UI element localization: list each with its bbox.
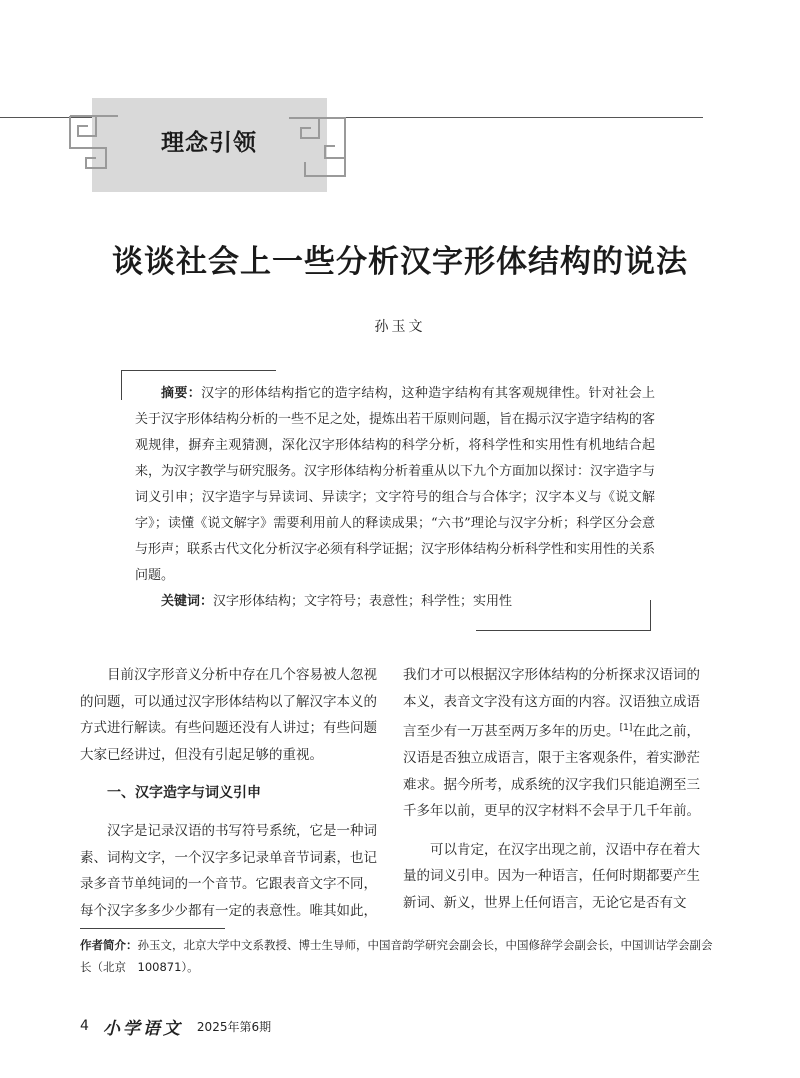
body-text: 在此之前，汉语是否独立成语言，限于主客观条件，着实渺茫难求。据今所考，成系统的汉字我们只能追溯至三千多年以前，更早的汉字材料不会早于几千年前。	[403, 723, 701, 819]
author-footnote	[80, 934, 720, 978]
page-number: 4	[80, 1018, 89, 1034]
abstract-block	[135, 381, 655, 615]
body-text: 我们才可以根据汉字形体结构的分析探求汉语词的本义，表音文字没有这方面的内容。汉语独立成语言至少有一万甚至两万多年的历史。	[403, 667, 700, 740]
body-paragraph: 目前汉字形音义分析中存在几个容易被人忽视的问题，可以通过汉字形体结构以了解汉字本义的方式进行解读。有些问题还没有人讲过；有些问题大家已经讲过，但没有引起足够的重视。	[80, 667, 377, 763]
body-paragraph: 可以肯定，在汉字出现之前，汉语中存在着大量的词义引申。因为一种语言，任何时期都要产生新词、新义，世界上任何语言，无论它是否有文	[403, 841, 700, 911]
magazine-logo: 小学语文	[102, 1018, 183, 1039]
footnote-label: 作者简介：	[80, 938, 138, 952]
abstract-text: 汉字的形体结构指它的造字结构，这种造字结构有其客观规律性。针对社会上关于汉字形体结构分析的一些不足之处，提炼出若干原则问题，旨在揭示汉字造字结构的客观规律，摒弃主观猜测，深化汉字形体结构的科学分析，将科学性和实用性有机地结合起来，为汉字教学与研究服务。汉字形体结构分析着重从以下九个方面加以探讨：汉字造字与词义引申；汉字造字与异读词、异读字；文字符号的组合与合体字；汉字本义与《说文解字》；读懂《说文解字》需要利用前人的释读成果；“六书”理论与汉字分析；科学区分会意与形声；联系古代文化分析汉字必须有科学证据；汉字形体结构分析科学性和实用性的关系问题。	[135, 386, 656, 583]
page-footer	[80, 1015, 271, 1037]
section-title: 理念引领	[161, 130, 257, 156]
citation-ref: [1]	[619, 723, 633, 733]
footnote-rule	[80, 928, 225, 929]
footnote-text: 孙玉文，北京大学中文系教授、博士生导师，中国音韵学研究会副会长，中国修辞学会副会长，中国训诂学会副会长（北京 100871）。	[80, 938, 713, 974]
article-author: 孙玉文	[374, 319, 426, 335]
section-heading: 一、汉字造字与词义引申	[107, 785, 261, 801]
header-rule-right	[327, 117, 703, 118]
article-title: 谈谈社会上一些分析汉字形体结构的说法	[112, 244, 688, 280]
abstract-frame-right	[650, 600, 651, 631]
keywords-text: 汉字形体结构；文字符号；表意性；科学性；实用性	[213, 594, 513, 609]
abstract-frame-top	[121, 370, 276, 371]
abstract-paragraph	[135, 381, 655, 589]
abstract-frame-bottom	[476, 630, 651, 631]
body-paragraph	[403, 662, 700, 825]
body-column-left	[80, 662, 377, 924]
keywords-paragraph	[135, 589, 655, 615]
abstract-label: 摘要：	[161, 386, 202, 401]
keywords-label: 关键词：	[161, 594, 214, 609]
body-paragraph: 汉字是记录汉语的书写符号系统，它是一种词素、词构文字，一个汉字多记录单音节词素，也记录多音节单纯词的一个音节。它跟表音文字不同，每个汉字多多少少都有一定的表意性。唯其如此，	[80, 823, 377, 919]
fret-ornament-left	[66, 108, 124, 174]
issue-label: 2025年第6期	[196, 1019, 272, 1034]
abstract-frame-left	[121, 370, 122, 400]
fret-ornament-right	[285, 110, 363, 182]
body-column-right	[403, 662, 700, 916]
